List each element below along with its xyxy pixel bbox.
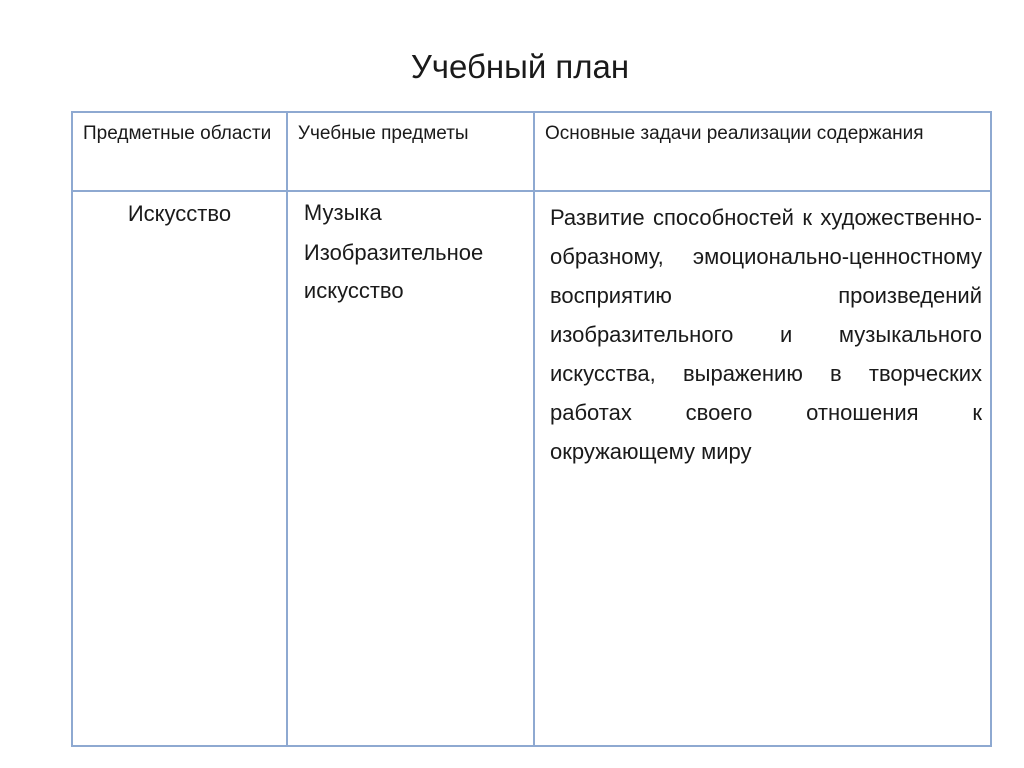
header-subject-areas: Предметные области: [72, 112, 287, 191]
header-main-tasks: Основные задачи реализации содержания: [534, 112, 991, 191]
table-header-row: [72, 112, 991, 191]
main-tasks-cell: [534, 191, 991, 746]
curriculum-table: [71, 111, 992, 747]
subject-area-cell: Искусство: [72, 191, 287, 746]
subjects-cell: [287, 191, 534, 746]
subject-fine-arts: Изобразительное искусство: [303, 240, 484, 303]
subject-music: Музыка: [303, 200, 382, 225]
table-row: [72, 191, 991, 746]
header-subjects: Учебные предметы: [287, 112, 534, 191]
page-title: Учебный план: [410, 48, 630, 85]
main-tasks-text: Развитие способностей к художественно-образному, эмоционально-ценностному восприятию произведений изобразительного и музыкального искусства, выражению в творческих работах своего отношения к окружающему миру: [549, 205, 982, 464]
